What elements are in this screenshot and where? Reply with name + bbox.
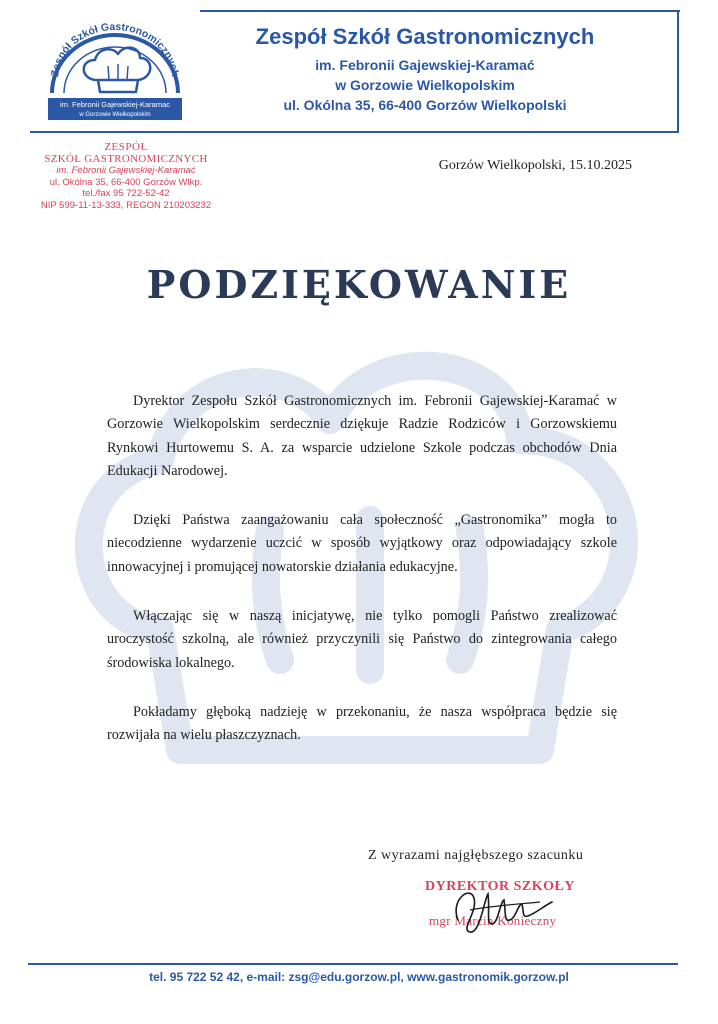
school-address: ul. Okólna 35, 66-400 Gorzów Wielkopolski <box>283 97 567 113</box>
letter-title: PODZIĘKOWANIE <box>146 262 572 307</box>
header-bottom-rule <box>30 131 679 133</box>
stamp-line1: ZESPÓŁ <box>104 141 148 153</box>
handwritten-signature <box>440 880 560 935</box>
logo-band-line2: w Gorzowie Wielkopolskim <box>79 112 151 118</box>
school-stamp <box>26 142 226 211</box>
signature-name: mgr Marcin Konieczny <box>429 913 557 928</box>
stamp-line2: SZKÓŁ GASTRONOMICZNYCH <box>44 152 208 165</box>
footer-contact: tel. 95 722 52 42, e-mail: zsg@edu.gorzow.pl, www.gastronomik.gorzow.pl <box>149 970 569 984</box>
letter-date: Gorzów Wielkopolski, 15.10.2025 <box>438 158 632 173</box>
logo-band-line1: im. Febronii Gajewskiej-Karamac <box>59 100 171 109</box>
paragraph-1: Dyrektor Zespołu Szkół Gastronomicznych im. Febronii Gajewskiej-Karamać w Gorzowie Wielkopolskim serdecznie dziękuje Radzie Rodziców i Gorzowskiemu Rynkowi Hurtowemu S. A. za wsparcie udzielone Szkole podczas obchodów Dnia Edukacji Narodowej. <box>107 393 617 479</box>
closing-line: Z wyrazami najgłębszego szacunku <box>368 848 584 863</box>
logo-arc-text: Zespół Szkół Gastronomicznych <box>49 20 181 78</box>
school-patron: im. Febronii Gajewskiej-Karamać <box>315 57 535 73</box>
signature-title: DYREKTOR SZKOŁY <box>425 879 575 894</box>
footer-rule <box>28 963 678 965</box>
header-right-rule <box>677 10 679 133</box>
header-top-rule <box>200 10 680 12</box>
paragraph-2: Dzięki Państwa zaangażowaniu cała społeczność „Gastronomika” mogła to niecodzienne wydarzenie uczcić w sposób wyjątkowy oraz odpowiadający szkole innowacyjnej i promującej nowatorskie działania edukacyjne. <box>107 512 617 575</box>
svg-text:Zespół Szkół Gastronomicznych <box>49 21 181 77</box>
stamp-line4: ul. Okólna 35, 66-400 Gorzów Wlkp. <box>49 176 203 188</box>
stamp-line6: NIP 599-11-13-333, REGON 210203232 <box>40 199 212 211</box>
school-name: Zespół Szkół Gastronomicznych <box>255 24 595 49</box>
stamp-line3: im. Febronii Gajewskiej-Karamać <box>56 165 196 176</box>
chef-hat-icon <box>40 18 190 123</box>
letter-body <box>107 390 617 774</box>
paragraph-3: Włączając się w naszą inicjatywę, nie tylko pomogli Państwo zrealizować uroczystość szkolną, ale również przyczynili się Państwo do zintegrowania całego środowiska lokalnego. <box>107 608 617 671</box>
paragraph-4: Pokładamy głęboką nadzieję w przekonaniu, że nasza współpraca będzie się rozwijała na wielu płaszczyznach. <box>107 703 617 744</box>
stamp-line5: tel./fax 95 722-52-42 <box>82 188 170 199</box>
school-city: w Gorzowie Wielkopolskim <box>335 77 515 93</box>
